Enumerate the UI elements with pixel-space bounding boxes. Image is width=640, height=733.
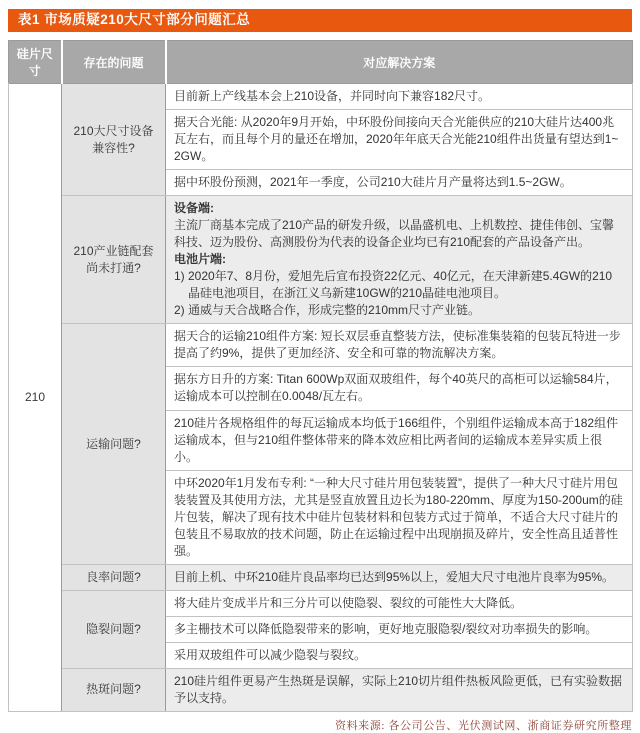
question-compatibility: 210大尺寸设备兼容性?: [62, 84, 166, 196]
solution-text: 主流厂商基本完成了210产品的研发升级，以晶盛机电、上机数控、捷佳伟创、宝馨科技、迈为股份、高测股份为代表的设备企业均已有210配套的产品设备产出。: [174, 218, 615, 250]
col-header-wafer-size: 硅片尺寸: [9, 41, 62, 84]
table-row: [9, 564, 633, 590]
solution-cell: 中环2020年1月发布专利: “一种大尺寸硅片用包装装置”，提供了一种大尺寸硅片用包装装置及其使用方法，尤其是竖直放置且边长为180-220mm、厚度为150-200um的硅片包装，解决了现有技术中硅片包装材料和包装方式过于简单，不适合大尺寸硅片的包装且不易取放的技术问题，防止在运输过程中出现崩损及碎片，安全性高且适普性强。: [166, 470, 633, 564]
solution-cell: 目前上机、中环210硅片良品率均已达到95%以上，爱旭大尺寸电池片良率为95%。: [166, 564, 633, 590]
question-microcrack: 隐裂问题?: [62, 590, 166, 668]
question-yield: 良率问题?: [62, 564, 166, 590]
solution-cell: 据东方日升的方案: Titan 600Wp双面双玻组件，每个40英尺的高柜可以运输584片，运输成本可以控制在0.0048/瓦左右。: [166, 367, 633, 410]
solution-cell: 据天合的运输210组件方案: 短长双层垂直整装方法，使标准集装箱的包装瓦特进一步提高了约9%，提供了更加经济、安全和可靠的物流解决方案。: [166, 324, 633, 367]
question-transport: 运输问题?: [62, 324, 166, 564]
col-header-question: 存在的问题: [62, 41, 166, 84]
issues-table: [8, 40, 633, 712]
report-table-figure: [8, 0, 632, 733]
table-row: [9, 84, 633, 110]
solution-cell: 多主栅技术可以降低隐裂带来的影响，更好地克服隐裂/裂纹对功率损失的影响。: [166, 616, 633, 642]
wafer-size-cell: 210: [9, 84, 62, 712]
col-header-solution: 对应解决方案: [166, 41, 633, 84]
table-row: [9, 668, 633, 711]
solution-cell: 据中环股份预测，2021年一季度，公司210大硅片月产量将达到1.5~2GW。: [166, 170, 633, 196]
solution-cell: 据天合光能: 从2020年9月开始，中环股份间接向天合光能供应的210大硅片达400兆瓦左右，而且每个月的量还在增加，2020年年底天合光能210组件出货量有望达到1~2GW。: [166, 110, 633, 170]
table-title-bar: [8, 9, 632, 32]
solution-cell: 采用双玻组件可以减少隐裂与裂纹。: [166, 642, 633, 668]
source-note: 资料来源: 各公司公告、光伏测试网、浙商证券研究所整理: [334, 719, 632, 732]
table-row: [9, 324, 633, 367]
question-supply-chain: 210产业链配套尚未打通?: [62, 196, 166, 324]
solution-item-1: 1) 2020年7、8月份，爱旭先后宣布投资22亿元、40亿元，在天津新建5.4GW的210晶硅电池项目，在浙江义乌新建10GW的210晶硅电池项目。: [174, 269, 613, 301]
table-title: 表1 市场质疑210大尺寸部分问题汇总: [18, 12, 251, 27]
solution-cell: 将大硅片变成半片和三分片可以使隐裂、裂纹的可能性大大降低。: [166, 590, 633, 616]
table-row: [9, 590, 633, 616]
solution-cell: 210硅片各规格组件的每瓦运输成本均低于166组件，个别组件运输成本高于182组件运输成本，但与210组件整体带来的降本效应相比两者间的运输成本差异实质上很小。: [166, 410, 633, 470]
solution-subhead-equipment: 设备端:: [174, 201, 214, 216]
solution-cell: [166, 196, 633, 324]
solution-item-2: 2) 通威与天合战略合作，形成完整的210mm尺寸产业链。: [174, 303, 481, 318]
solution-cell: 目前新上产线基本会上210设备，并同时向下兼容182尺寸。: [166, 84, 633, 110]
table-header-row: [9, 41, 633, 84]
table-row: [9, 196, 633, 324]
solution-subhead-cell: 电池片端:: [174, 252, 226, 267]
question-hotspot: 热斑问题?: [62, 668, 166, 711]
solution-cell: 210硅片组件更易产生热斑是误解，实际上210切片组件热板风险更低，已有实验数据予以支持。: [166, 668, 633, 711]
